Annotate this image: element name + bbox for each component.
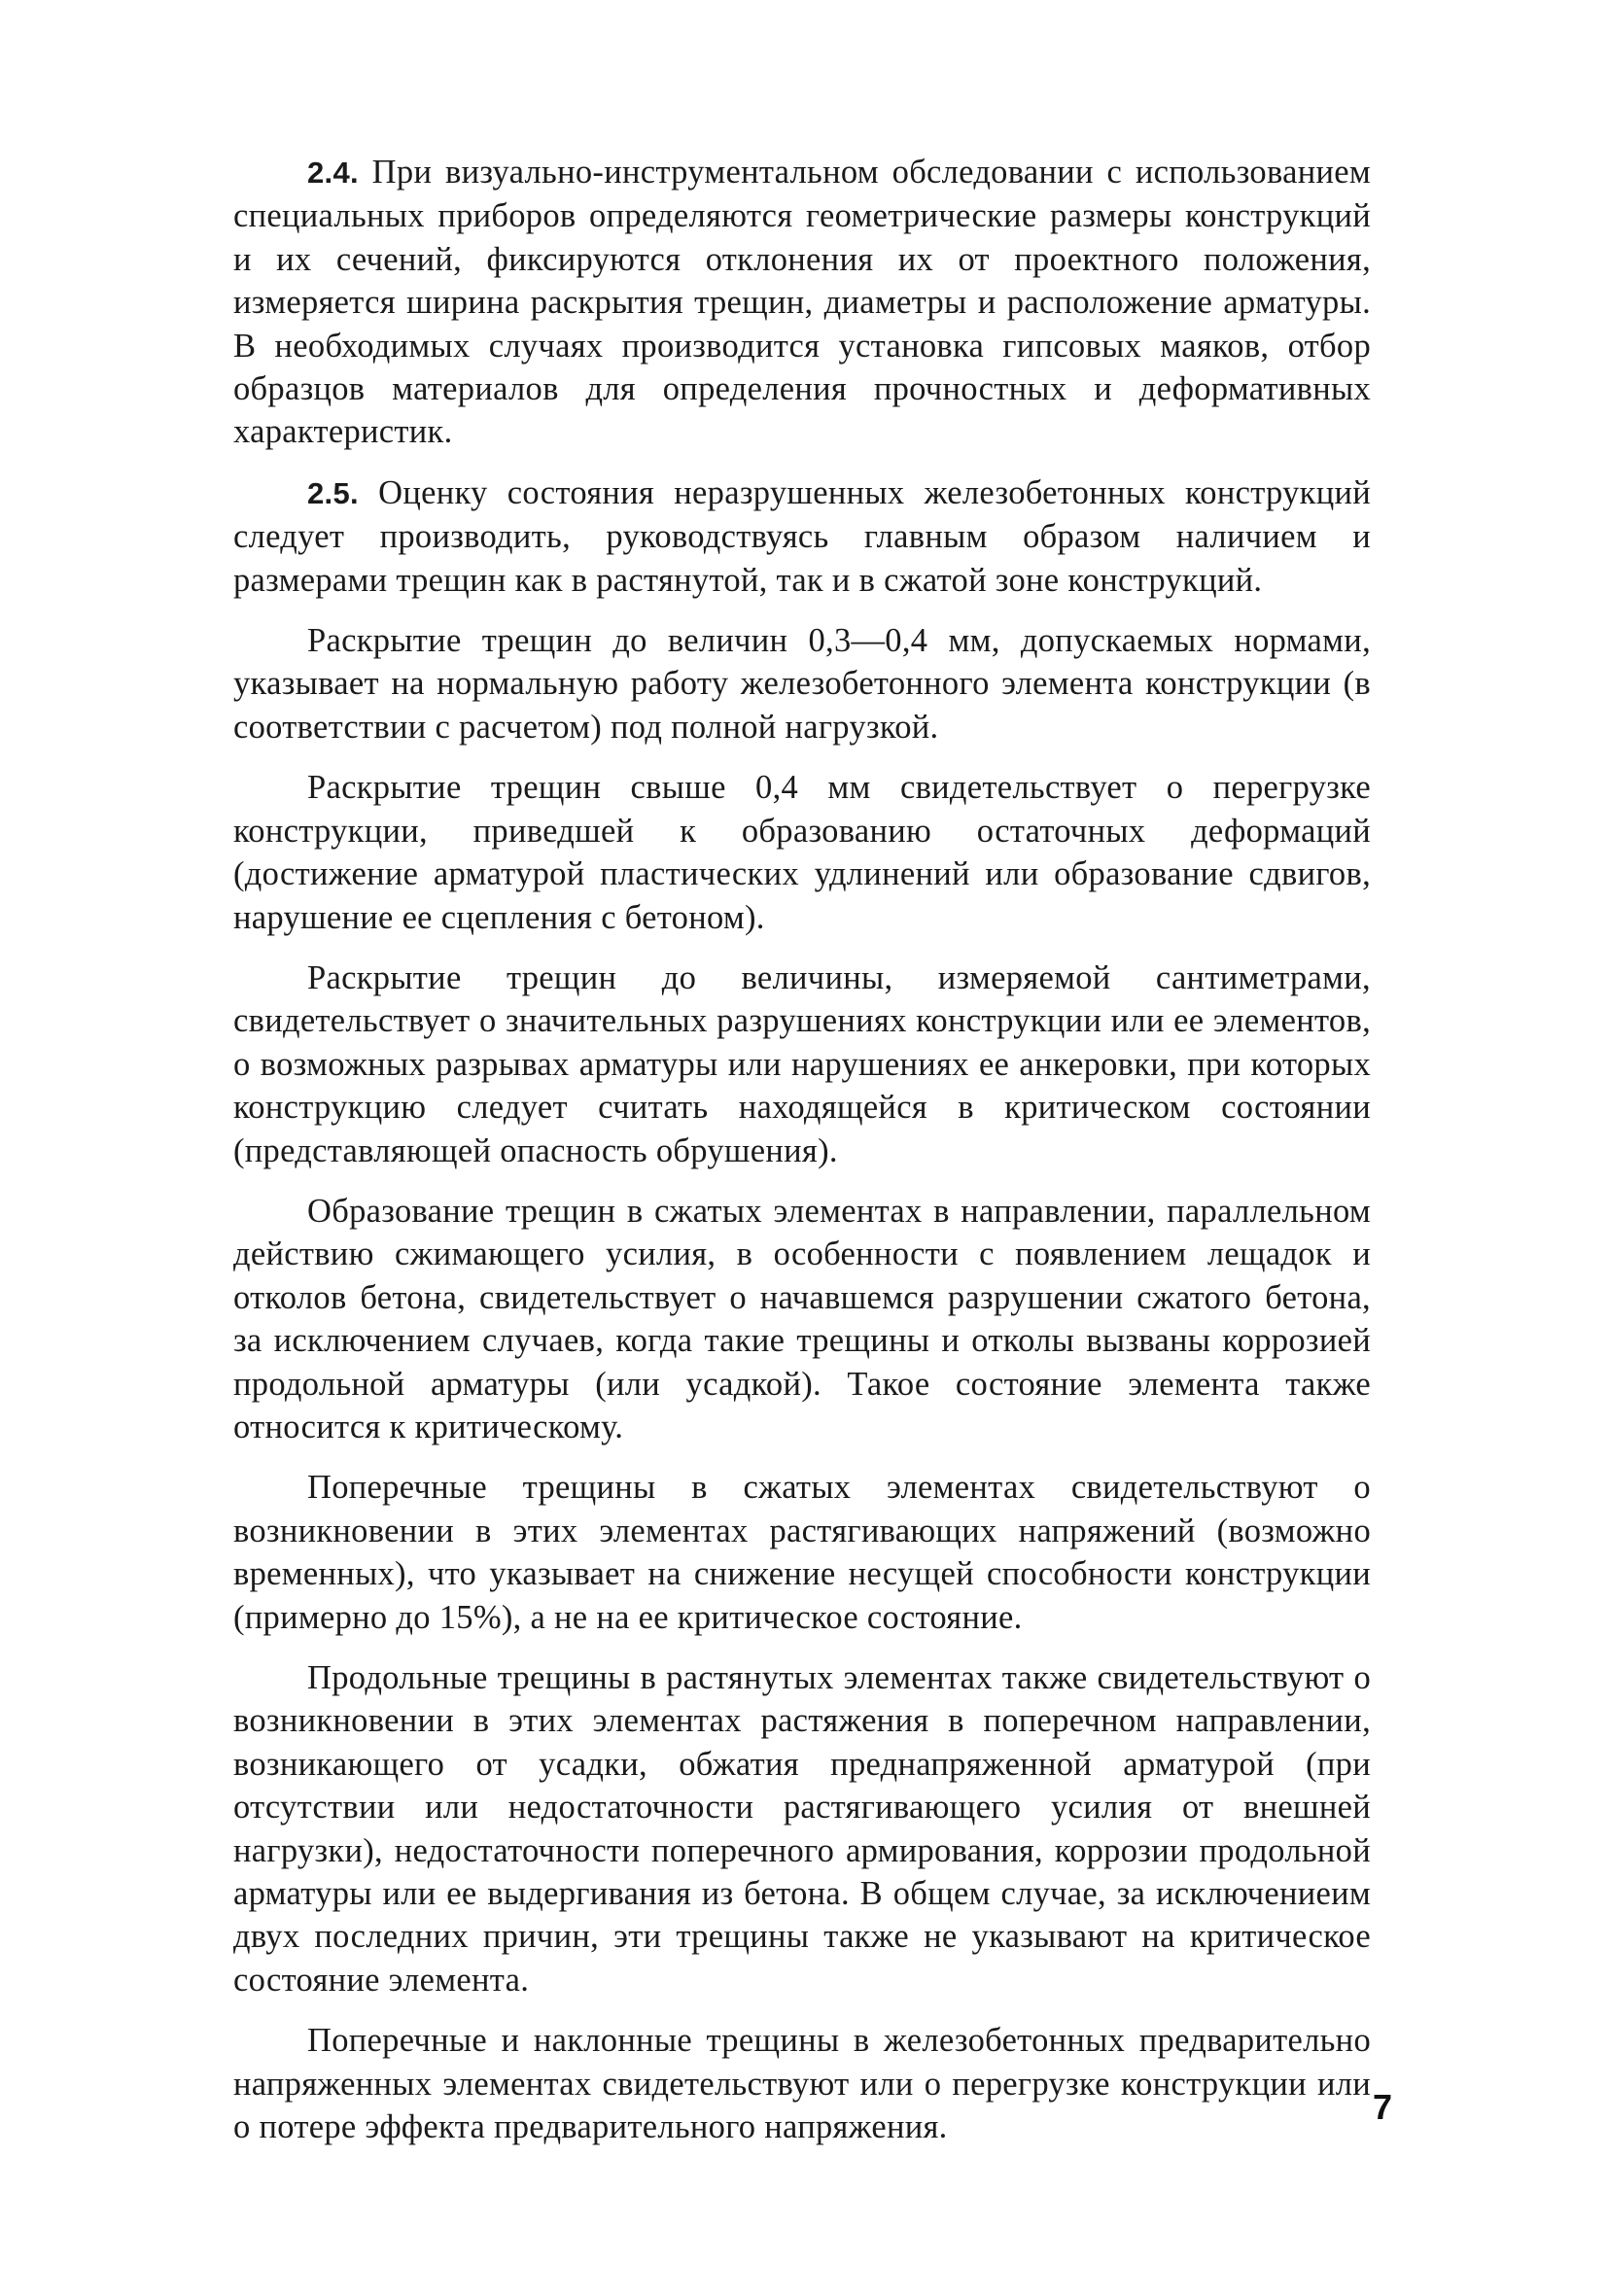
paragraph-2-4 [233,151,1371,454]
section-number: 2.4. [307,156,359,190]
section-number: 2.5. [307,475,359,510]
paragraph-text: Раскрытие трещин до величин 0,3—0,4 мм, допускаемых нормами, указывает на нормальную работу железобетонного элемента конструкции (в соответствии с расчетом) под полной нагрузкой. [233,622,1371,746]
paragraph-text: Поперечные трещины в сжатых элементах свидетельствуют о возникновении в этих элементах растягивающих напряжений (возможно временных), что указывает на снижение несущей способности конструкции (примерно до 15%), а не на ее критическое состояние. [233,1469,1371,1636]
paragraph-crack-width-overload [233,766,1371,939]
paragraph-text: Продольные трещины в растянутых элементах также свидетельствуют о возникновении в этих элементах растяжения в поперечном направлении, возникающего от усадки, обжатия преднапряженной арматурой (при отсутствии или недостаточности растягивающего усилия от внешней нагрузки), недостаточности поперечного армирования, коррозии продольной арматуры или ее выдергивания из бетона. В общем случае, за исключениеим двух последних причин, эти трещины также не указывают на критическое состояние элемента. [233,1659,1371,1999]
paragraph-crack-width-normal [233,619,1371,748]
body-text [233,151,1371,2166]
paragraph-compressed-longitudinal [233,1190,1371,1448]
paragraph-text: Поперечные и наклонные трещины в железобетонных предварительно напряженных элементах свидетельствуют или о перегрузке конструкции или о потере эффекта предварительного напряжения. [233,2022,1371,2146]
paragraph-prestressed [233,2019,1371,2148]
paragraph-text: Раскрытие трещин до величины, измеряемой сантиметрами, свидетельствует о значительных разрушениях конструкции или ее элементов, о возможных разрывах арматуры или нарушениях ее анкеровки, при которых конструкцию следует считать находящейся в критическом состоянии (представляющей опасность обрушения). [233,958,1371,1169]
paragraph-crack-width-critical [233,957,1371,1172]
paragraph-2-5 [233,471,1371,602]
paragraph-tensile-longitudinal [233,1656,1371,2001]
paragraph-text: Образование трещин в сжатых элементах в направлении, параллельном действию сжимающего усилия, в особенности с появлением лещадок и отколов бетона, свидетельствует о начавшемся разрушении сжатого бетона, за исключением случаев, когда такие трещины и отколы вызваны коррозией продольной арматуры (или усадкой). Такое состояние элемента также относится к критическому. [233,1192,1371,1445]
paragraph-text: Раскрытие трещин свыше 0,4 мм свидетельствует о перегрузке конструкции, приведшей к образованию остаточных деформаций (достижение арматурой пластических удлинений или образование сдвигов, нарушение ее сцепления с бетоном). [233,769,1371,936]
paragraph-compressed-transverse [233,1466,1371,1639]
paragraph-text: При визуально-инструментальном обследовании с использованием специальных приборов определяются геометрические размеры конструкций и их сечений, фиксируются отклонения их от проектного положения, измеряется ширина раскрытия трещин, диаметры и расположение арматуры. В необходимых случаях производится установка гипсовых маяков, отбор образцов материалов для определения прочностных и деформативных характеристик. [233,154,1371,451]
paragraph-text: Оценку состояния неразрушенных железобетонных конструкций следует производить, руководствуясь главным образом наличием и размерами трещин как в растянутой, так и в сжатой зоне конструкций. [233,473,1371,599]
page-number: 7 [1372,2087,1392,2127]
